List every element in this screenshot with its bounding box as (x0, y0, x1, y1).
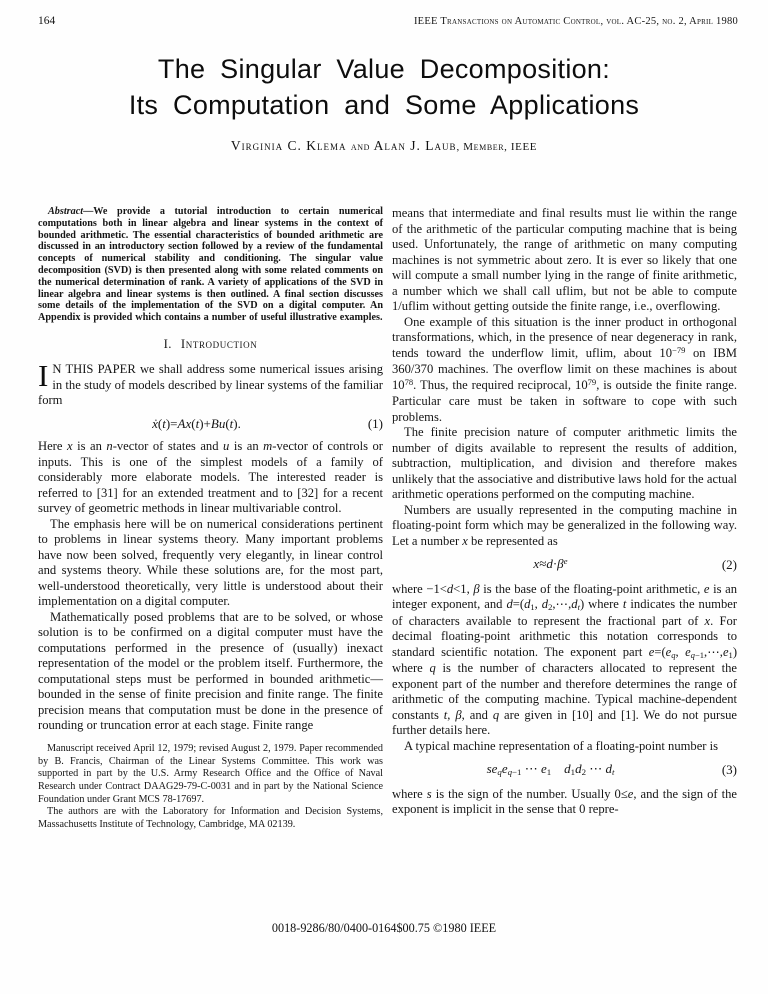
left-column (38, 206, 383, 832)
author-line (0, 138, 768, 154)
paper-title (20, 51, 748, 123)
abstract-text: —We provide a tutorial introduction to certain numerical computations both in linear algebra and linear systems in the context of bounded arithmetic. The essential characteristics of bounded arithmetic are discussed in an introductory section followed by a review of the fundamental concepts of numerical stability and conditioning. The singular value decomposition (SVD) is then presented along with some related comments on the numerical determination of rank. A variety of applications of the SVD in linear algebra and linear systems is then outlined. A final section discusses some details of the implementation of the SVD on a digital computer. An Appendix is provided which contains a number of useful illustrative examples. (38, 206, 383, 324)
dropcap: I (38, 358, 49, 394)
section-title: Introduction (180, 336, 258, 351)
page-number: 164 (38, 15, 56, 27)
paragraph: The finite precision nature of computer arithmetic limits the number of digits available to represent the results of addition, subtraction, multiplication, and division and therefore makes unlikely that the associative and distributive laws hold for the actual arithmetic operations performed on the computing machine. (392, 425, 737, 501)
paragraph: where −1<d<1, β is the base of the floating-point arithmetic, e is an integer exponent, and $d=(d_1$, $d_2,\cdots,d_t$) where t indicates the number of characters available to represent the fractional part of x. For decimal floating-point arithmetic this notation corresponds to standard scientific notation. The exponent part $e=(e_q$, $e_{q-1},\cdots,e_1$) where q is the number of characters allocated to represent the exponent part of the number and therefore determines the range of arithmetic of the computing machine. Typical machine-dependent constants t, β, and q are given in [10] and [1]. We do not pursue further details here. (392, 581, 738, 737)
footnote-manuscript: Manuscript received April 12, 1979; revised August 2, 1979. Paper recommended by B. Francis, Chairman of the Linear Systems Committee. This work was supported in part by the U.S. Army Research Office and the Office of Naval Research under Contract DAAG29-79-C-0031 and in part by the National Science Foundation under Grant MCS 78-17697. (38, 742, 383, 805)
equation-1-body: ẋ(t)=Ax(t)+Bu(t). (152, 415, 241, 431)
equation-2-number: (2) (721, 557, 737, 572)
paragraph: Numbers are usually represented in the computing machine in floating-point form which may be generalized in the following way. Let a number x be represented as (392, 502, 737, 548)
paragraph-text: N THIS PAPER we shall address some numerical issues arising in the study of models described by linear systems of the familiar form (38, 362, 383, 408)
abstract (38, 206, 383, 324)
title-line-2: Its Computation and Some Applications (128, 90, 640, 120)
section-heading-introduction (38, 337, 383, 353)
paragraph: Here x is an n-vector of states and u is an m-vector of controls or inputs. This is one of the simplest models of a family of considerably more elaborate models. The interested reader is referred to [31] for an extended treatment and to [32] for a recent survey of geometric methods in linear multivariable control. (38, 439, 383, 516)
author-membership: , Member, IEEE (456, 141, 538, 153)
journal-header: IEEE Transactions on Automatic Control, vol. AC-25, no. 2, April 1980 (413, 16, 738, 27)
paragraph-intro (38, 358, 383, 409)
paragraph: One example of this situation is the inner product in orthogonal transformations, which, in the presence of near degeneracy in rank, tends toward the underflow limit, uflim, about $10^{-79}$ on IBM 360/370 machines. The overflow limit on these machines is about $10^{78}$. Thus, the required reciprocal, $10^{79}$, is outside the finite range. Particular care must be taken in software to cope with such problems. (392, 314, 738, 424)
copyright-line: 0018-9286/80/0400-0164$00.75 ©1980 IEEE (271, 921, 497, 935)
page-header (0, 0, 768, 27)
equation-1-number: (1) (367, 415, 383, 431)
footnote-affiliation: The authors are with the Laboratory for Information and Decision Systems, Massachusetts Institute of Technology, Cambridge, MA 02139. (38, 806, 383, 831)
equation-1 (38, 416, 383, 432)
equation-2 (392, 556, 737, 574)
paragraph: Mathematically posed problems that are to be solved, or whose solution is to be confirmed on a digital computer must have the computations performed in the presence of (usually) inexact representation of the model or the problem itself. Furthermore, the computational steps must be performed in bounded arithmetic—bounded in the sense of finite precision and finite range. The finite precision means that computation must be done in the presence of rounding or truncation error at each stage. Finite range (38, 609, 383, 733)
equation-3 (392, 761, 737, 779)
title-line-1: The Singular Value Decomposition: (157, 54, 611, 84)
right-column (392, 206, 737, 832)
footnote-block (38, 743, 383, 832)
equation-3-body: $se_qe_{q-1}$ ⋯ $e_1$ $d_1d_2$ ⋯ $d_t$ (486, 761, 615, 778)
abstract-label: Abstract (48, 206, 84, 217)
paragraph: means that intermediate and final results must lie within the range of the arithmetic of the particular computing machine that is being used. Unfortunately, the range of arithmetic on many computing machines is not symmetric about zero. It is ever so likely that one will compute a small number lying in the range of finite arithmetic, a number which we shall call uflim, but not be able to compute 1/uflim without getting outside the finite range, i.e., overflowing. (392, 206, 737, 313)
author-1: Virginia C. Klema (230, 138, 347, 153)
equation-3-number: (3) (721, 762, 737, 777)
author-2: Alan J. Laub (373, 138, 457, 153)
paragraph: A typical machine representation of a floating-point number is (404, 738, 719, 753)
section-number: I. (163, 336, 172, 351)
paragraph: where s is the sign of the number. Usually 0≤e, and the sign of the exponent is implicit in the sense that 0 repre- (392, 786, 737, 816)
paragraph: The emphasis here will be on numerical considerations pertinent to problems in linear systems theory. Many important problems have now been solved, frequently very elegantly, in linear control and systems theory. While these solutions are, for the most part, well-understood theoretically, very little is understood about their implementation on a digital computer. (38, 516, 383, 609)
equation-2-body: $x\approx d\cdot\beta^e$ (533, 556, 568, 571)
author-conjunction: and (350, 141, 371, 153)
two-column-body (0, 206, 768, 832)
